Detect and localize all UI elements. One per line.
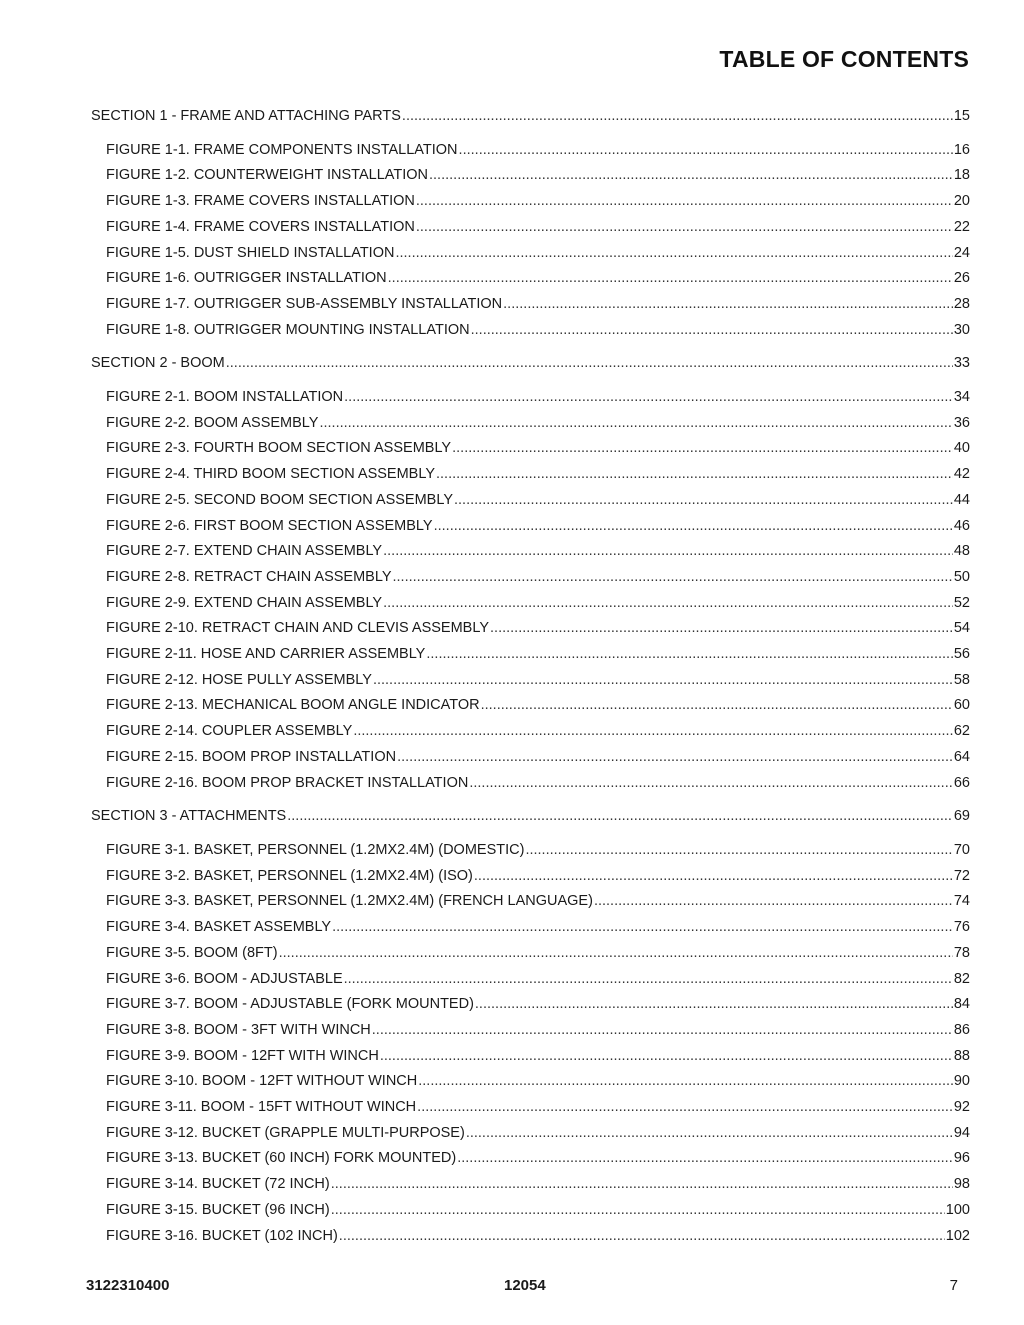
toc-entry-page: 40 — [953, 440, 970, 457]
toc-entry-page: 62 — [953, 723, 970, 740]
dot-leader — [372, 1018, 953, 1044]
toc-entry-page: 26 — [953, 270, 970, 287]
toc-entry-page: 86 — [953, 1021, 970, 1038]
toc-entry-page: 96 — [953, 1150, 970, 1167]
toc-entry-title: FIGURE 3-8. BOOM - 3FT WITH WINCH — [106, 1021, 371, 1038]
toc-figure-entry[interactable] — [91, 838, 970, 864]
toc-entry-title: FIGURE 3-5. BOOM (8FT) — [106, 944, 278, 961]
document-number: 3122310400 — [86, 1277, 170, 1294]
toc-entry-page: 92 — [953, 1099, 970, 1116]
toc-figure-entry[interactable] — [91, 488, 970, 514]
toc-entry-title: FIGURE 3-1. BASKET, PERSONNEL (1.2MX2.4M) (DOMESTIC) — [106, 841, 525, 858]
toc-entry-page: 34 — [953, 389, 970, 406]
toc-entry-page: 100 — [945, 1201, 970, 1218]
toc-figure-entry[interactable] — [91, 1069, 970, 1095]
toc-entry-title: FIGURE 2-3. FOURTH BOOM SECTION ASSEMBLY — [106, 440, 452, 457]
toc-entry-title: FIGURE 3-15. BUCKET (96 INCH) — [106, 1201, 330, 1218]
toc-figure-entry[interactable] — [91, 1044, 970, 1070]
toc-figure-entry[interactable] — [91, 266, 970, 292]
page-footer — [86, 1277, 958, 1297]
dot-leader — [457, 1146, 953, 1172]
toc-entry-page: 88 — [953, 1047, 970, 1064]
toc-entry-page: 33 — [953, 355, 970, 372]
table-of-contents — [91, 104, 970, 1249]
toc-entry-page: 66 — [953, 774, 970, 791]
toc-entry-title: FIGURE 3-14. BUCKET (72 INCH) — [106, 1176, 330, 1193]
dot-leader — [459, 138, 953, 164]
toc-entry-page: 94 — [953, 1124, 970, 1141]
dot-leader — [469, 771, 953, 797]
dot-leader — [287, 804, 953, 830]
toc-entry-title: FIGURE 2-14. COUPLER ASSEMBLY — [106, 723, 353, 740]
toc-entry-title: SECTION 2 - BOOM — [91, 355, 225, 372]
toc-entry-title: FIGURE 1-2. COUNTERWEIGHT INSTALLATION — [106, 167, 428, 184]
toc-figure-entry[interactable] — [91, 215, 970, 241]
page-number: 7 — [949, 1277, 958, 1294]
dot-leader — [402, 104, 953, 130]
toc-entry-title: FIGURE 2-8. RETRACT CHAIN ASSEMBLY — [106, 568, 392, 585]
toc-figure-entry[interactable] — [91, 436, 970, 462]
toc-entry-title: FIGURE 3-4. BASKET ASSEMBLY — [106, 919, 332, 936]
toc-figure-entry[interactable] — [91, 1121, 970, 1147]
dot-leader — [503, 292, 953, 318]
toc-entry-page: 22 — [953, 218, 970, 235]
toc-entry-page: 70 — [953, 841, 970, 858]
toc-entry-title: FIGURE 3-13. BUCKET (60 INCH) FORK MOUNTED) — [106, 1150, 457, 1167]
toc-entry-page: 44 — [953, 491, 970, 508]
toc-figure-entry[interactable] — [91, 864, 970, 890]
toc-entry-page: 18 — [953, 167, 970, 184]
toc-entry-title: FIGURE 2-16. BOOM PROP BRACKET INSTALLATION — [106, 774, 469, 791]
toc-figure-entry[interactable] — [91, 565, 970, 591]
toc-figure-entry[interactable] — [91, 889, 970, 915]
toc-entry-title: FIGURE 3-6. BOOM - ADJUSTABLE — [106, 970, 343, 987]
dot-leader — [331, 1198, 945, 1224]
toc-figure-entry[interactable] — [91, 189, 970, 215]
dot-leader — [279, 941, 953, 967]
toc-figure-entry[interactable] — [91, 411, 970, 437]
toc-entry-page: 52 — [953, 594, 970, 611]
toc-figure-entry[interactable] — [91, 745, 970, 771]
toc-figure-entry[interactable] — [91, 992, 970, 1018]
dot-leader — [418, 1069, 953, 1095]
dot-leader — [471, 318, 953, 344]
toc-entry-title: FIGURE 1-3. FRAME COVERS INSTALLATION — [106, 193, 415, 210]
toc-entry-title: SECTION 1 - FRAME AND ATTACHING PARTS — [91, 108, 401, 124]
toc-entry-title: FIGURE 1-6. OUTRIGGER INSTALLATION — [106, 270, 387, 287]
toc-figure-entry[interactable] — [91, 915, 970, 941]
toc-entry-title: FIGURE 3-3. BASKET, PERSONNEL (1.2MX2.4M) (FRENCH LANGUAGE) — [106, 893, 593, 910]
toc-figure-entry[interactable] — [91, 591, 970, 617]
toc-entry-title: SECTION 3 - ATTACHMENTS — [91, 808, 287, 825]
dot-leader — [452, 436, 953, 462]
toc-entry-title: FIGURE 3-12. BUCKET (GRAPPLE MULTI-PURPOSE) — [106, 1124, 465, 1141]
toc-entry-title: FIGURE 2-11. HOSE AND CARRIER ASSEMBLY — [106, 646, 426, 663]
page-title: TABLE OF CONTENTS — [719, 46, 969, 72]
dot-leader — [417, 1095, 953, 1121]
toc-entry-page: 84 — [953, 996, 970, 1013]
toc-entry-title: FIGURE 3-7. BOOM - ADJUSTABLE (FORK MOUNTED) — [106, 996, 474, 1013]
toc-figure-entry[interactable] — [91, 1018, 970, 1044]
toc-entry-title: FIGURE 1-4. FRAME COVERS INSTALLATION — [106, 218, 415, 235]
toc-entry-page: 74 — [953, 893, 970, 910]
toc-figure-entry[interactable] — [91, 1224, 970, 1250]
toc-entry-page: 69 — [953, 808, 970, 825]
dot-leader — [454, 488, 953, 514]
toc-entry-page: 90 — [953, 1073, 970, 1090]
toc-entry-title: FIGURE 2-13. MECHANICAL BOOM ANGLE INDICATOR — [106, 697, 480, 714]
toc-entry-title: FIGURE 3-9. BOOM - 12FT WITH WINCH — [106, 1047, 379, 1064]
toc-entry-title: FIGURE 2-15. BOOM PROP INSTALLATION — [106, 748, 397, 765]
dot-leader — [475, 992, 953, 1018]
toc-entry-title: FIGURE 2-2. BOOM ASSEMBLY — [106, 414, 319, 431]
toc-figure-entry[interactable] — [91, 163, 970, 189]
toc-entry-page: 16 — [953, 141, 970, 158]
dot-leader — [332, 915, 953, 941]
dot-leader — [474, 864, 953, 890]
toc-entry-title: FIGURE 1-7. OUTRIGGER SUB-ASSEMBLY INSTALLATION — [106, 295, 503, 312]
toc-entry-page: 28 — [953, 295, 970, 312]
dot-leader — [226, 351, 953, 377]
toc-entry-page: 54 — [953, 620, 970, 637]
toc-figure-entry[interactable] — [91, 385, 970, 411]
toc-figure-entry[interactable] — [91, 539, 970, 565]
dot-leader — [344, 967, 953, 993]
toc-entry-page: 42 — [953, 466, 970, 483]
toc-entry-page: 98 — [953, 1176, 970, 1193]
dot-leader — [395, 241, 952, 267]
toc-entry-title: FIGURE 1-5. DUST SHIELD INSTALLATION — [106, 244, 395, 261]
toc-entry-title: FIGURE 3-10. BOOM - 12FT WITHOUT WINCH — [106, 1073, 418, 1090]
dot-leader — [397, 745, 953, 771]
toc-figure-entry[interactable] — [91, 514, 970, 540]
dot-leader — [436, 462, 953, 488]
toc-entry-title: FIGURE 2-12. HOSE PULLY ASSEMBLY — [106, 671, 372, 688]
dot-leader — [393, 565, 953, 591]
toc-entry-title: FIGURE 1-1. FRAME COMPONENTS INSTALLATION — [106, 141, 458, 158]
toc-entry-page: 64 — [953, 748, 970, 765]
toc-entry-page: 60 — [953, 697, 970, 714]
toc-figure-entry[interactable] — [91, 941, 970, 967]
toc-figure-entry[interactable] — [91, 1146, 970, 1172]
toc-entry-page: 50 — [953, 568, 970, 585]
toc-entry-title: FIGURE 3-11. BOOM - 15FT WITHOUT WINCH — [106, 1099, 417, 1116]
toc-entry-page: 56 — [953, 646, 970, 663]
toc-figure-entry[interactable] — [91, 241, 970, 267]
dot-leader — [416, 215, 953, 241]
toc-figure-entry[interactable] — [91, 967, 970, 993]
dot-leader — [481, 693, 953, 719]
toc-figure-entry[interactable] — [91, 292, 970, 318]
toc-figure-entry[interactable] — [91, 668, 970, 694]
toc-entry-title: FIGURE 3-2. BASKET, PERSONNEL (1.2MX2.4M) (ISO) — [106, 867, 473, 884]
toc-entry-page: 48 — [953, 543, 970, 560]
toc-section-entry[interactable] — [91, 351, 970, 377]
toc-entry-title: FIGURE 2-10. RETRACT CHAIN AND CLEVIS ASSEMBLY — [106, 620, 490, 637]
toc-entry-page: 30 — [953, 321, 970, 338]
dot-leader — [434, 514, 953, 540]
dot-leader — [466, 1121, 953, 1147]
toc-entry-title: FIGURE 2-6. FIRST BOOM SECTION ASSEMBLY — [106, 517, 433, 534]
dot-leader — [344, 385, 953, 411]
dot-leader — [331, 1172, 953, 1198]
toc-figure-entry[interactable] — [91, 462, 970, 488]
toc-figure-entry[interactable] — [91, 1095, 970, 1121]
toc-figure-entry[interactable] — [91, 693, 970, 719]
dot-leader — [353, 719, 953, 745]
dot-leader — [525, 838, 952, 864]
toc-entry-title: FIGURE 2-7. EXTEND CHAIN ASSEMBLY — [106, 543, 383, 560]
toc-entry-page: 72 — [953, 867, 970, 884]
dot-leader — [594, 889, 953, 915]
toc-entry-page: 102 — [945, 1227, 970, 1244]
dot-leader — [319, 411, 952, 437]
dot-leader — [339, 1224, 945, 1250]
toc-entry-title: FIGURE 1-8. OUTRIGGER MOUNTING INSTALLATION — [106, 321, 470, 338]
toc-entry-page: 82 — [953, 970, 970, 987]
toc-figure-entry[interactable] — [91, 719, 970, 745]
dot-leader — [426, 642, 953, 668]
dot-leader — [490, 616, 953, 642]
toc-entry-page: 78 — [953, 944, 970, 961]
toc-entry-title: FIGURE 2-4. THIRD BOOM SECTION ASSEMBLY — [106, 466, 435, 483]
toc-entry-page: 15 — [953, 108, 970, 124]
toc-figure-entry[interactable] — [91, 642, 970, 668]
toc-entry-page: 76 — [953, 919, 970, 936]
toc-entry-page: 24 — [953, 244, 970, 261]
toc-entry-title: FIGURE 2-9. EXTEND CHAIN ASSEMBLY — [106, 594, 383, 611]
dot-leader — [388, 266, 953, 292]
toc-entry-page: 36 — [953, 414, 970, 431]
dot-leader — [383, 539, 953, 565]
toc-entry-page: 46 — [953, 517, 970, 534]
toc-entry-page: 58 — [953, 671, 970, 688]
dot-leader — [380, 1044, 953, 1070]
toc-figure-entry[interactable] — [91, 1198, 970, 1224]
toc-entry-title: FIGURE 2-5. SECOND BOOM SECTION ASSEMBLY — [106, 491, 453, 508]
toc-section-entry[interactable] — [91, 104, 970, 130]
dot-leader — [416, 189, 953, 215]
revision-code: 12054 — [504, 1277, 546, 1294]
toc-figure-entry[interactable] — [91, 138, 970, 164]
dot-leader — [383, 591, 953, 617]
toc-entry-page: 20 — [953, 193, 970, 210]
toc-figure-entry[interactable] — [91, 616, 970, 642]
toc-entry-title: FIGURE 2-1. BOOM INSTALLATION — [106, 389, 344, 406]
dot-leader — [429, 163, 953, 189]
toc-figure-entry[interactable] — [91, 318, 970, 344]
toc-figure-entry[interactable] — [91, 771, 970, 797]
toc-figure-entry[interactable] — [91, 1172, 970, 1198]
dot-leader — [373, 668, 953, 694]
toc-entry-title: FIGURE 3-16. BUCKET (102 INCH) — [106, 1227, 338, 1244]
toc-section-entry[interactable] — [91, 804, 970, 830]
